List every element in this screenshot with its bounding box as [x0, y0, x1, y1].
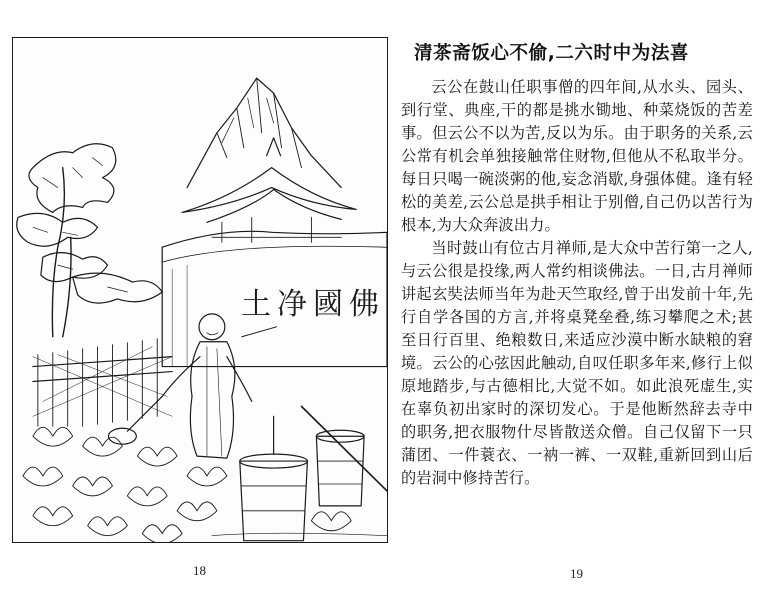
mountain-peak [187, 78, 341, 187]
cabbage-field [23, 427, 351, 542]
temple-roof [182, 168, 356, 213]
bamboo-fence [33, 357, 172, 382]
temple-wall-inscription: 土净國佛 [241, 287, 385, 322]
text-column [401, 40, 753, 490]
water-bucket-left [240, 461, 308, 541]
monk-head [199, 314, 225, 340]
chapter-title: 清茶斋饭心不偷,二六时中为法喜 [414, 43, 690, 64]
body-paragraph-1: 云公在鼓山任职事僧的四年间,从水头、园头、到行堂、典座,干的都是挑水锄地、种菜烧饭的苦差事。但云公不以为苦,反以为乐。由于职务的关系,云公常有机会单独接触常住财物,但他从不私取半分。每日只喝一碗淡粥的他,妄念消歇,身强体健。逢有轻松的美差,云公总是拱手相让于别僧,自己仍以苦行为根本,为大众奔波出力。 [401, 78, 753, 234]
illustration-frame [12, 37, 388, 543]
page-number-left: 18 [193, 563, 206, 578]
water-bucket-right [316, 436, 364, 506]
page-number-right: 19 [570, 566, 583, 581]
body-paragraph-2: 当时鼓山有位古月禅师,是大众中苦行第一之人,与云公很是投缘,两人常约相谈佛法。一日,古月禅师讲起玄奘法师当年为赴天竺取经,曾于出发前十年,先行自学各国的方言,并将桌凳垒叠,练习攀爬之术;甚至日行百里、绝粮数日,来适应沙漠中断水缺粮的窘境。云公的心弦因此触动,自叹任职多年来,修行上似原地踏步,与古德相比,大觉不如。如此浪死虚生,实在辜负初出家时的深切发心。于是他断然辞去寺中的职务,把衣服物什尽皆散送众僧。自己仅留下一只蒲团、一件蓑衣、一衲一裤、一双鞋,重新回到山后的岩洞中修持苦行。 [401, 239, 753, 487]
